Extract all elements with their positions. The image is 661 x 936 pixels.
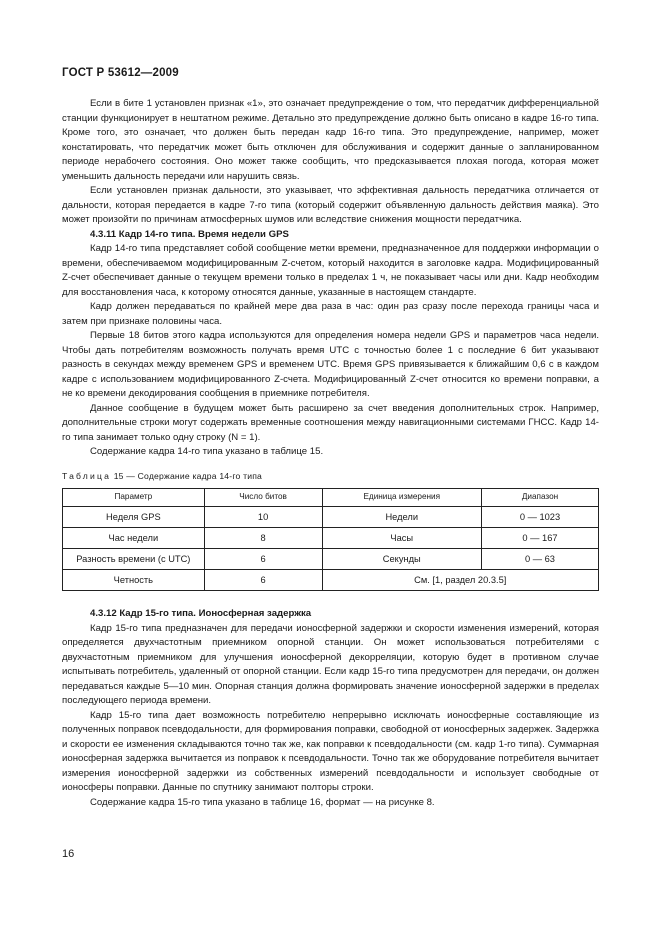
- table-header-row: [63, 489, 599, 507]
- table-cell: 10: [204, 507, 322, 528]
- column-header: Диапазон: [482, 489, 599, 507]
- table-cell: 0 — 1023: [482, 507, 599, 528]
- paragraph: Кадр 15-го типа дает возможность потребителю непрерывно исключать ионосферные составляющие из полученных поправок псевдодальности, для формирования поправки, свободной от ионосферных задержек. Задержка и скорости ее изменения складываются точно так же, как поправки к псевдодальности (см. кадр 1-го типа). Суммарная ионосферная задержка вычитается из поправок к псевдодальности. Точно так же оборудование потребителя вычитает измерения ионосферной задержки из собственных измерений псевдодальности и использует свободные от ионосферы поправки. Данные по спутнику занимают полторы строки.: [62, 709, 599, 793]
- table-row: [63, 528, 599, 549]
- paragraph: Содержание кадра 15-го типа указано в таблице 16, формат — на рисунке 8.: [90, 796, 435, 808]
- paragraph: Данное сообщение в будущем может быть расширено за счет введения дополнительных строк. Например, дополнительные строки могут содержать временные соотношения между навигационными системами ГНСС. Кадр 14-го типа занимает только одну строку (N = 1).: [62, 402, 599, 443]
- table-cell: 0 — 63: [482, 549, 599, 570]
- table-cell-merged: См. [1, раздел 20.3.5]: [322, 570, 599, 591]
- column-header: Единица измерения: [322, 489, 482, 507]
- table-cell: 6: [204, 570, 322, 591]
- table-cell: Неделя GPS: [63, 507, 205, 528]
- body-text: [62, 97, 599, 810]
- paragraph: Если в бите 1 установлен признак «1», это означает предупреждение о том, что передатчик дифференциальной станции функционирует в нештатном режиме. Детально это предупреждение должно быть описано в кадре 16-го типа. Кроме того, это означает, что должен быть передан кадр 16-го типа. Это предупреждение, например, может констатировать, что передатчик может быть отключен для обслуживания и содержит данные о запланированном периоде нерабочего состояния. Оно может также сообщить, что предсказывается плохая погода, которая может уменьшить дальность передачи или нарушить связь.: [62, 98, 599, 182]
- paragraph: Первые 18 битов этого кадра используются для определения номера недели GPS и параметров часа недели. Чтобы дать потребителям возможность получать время UTC с точностью более 1 с последние 6 бит указывают разность в секундах между временем GPS и временем UTC. Время GPS привязывается к ближайшим 0,6 с в каждом кадре с использованием модифицированного Z-счета. Модифицированный Z-счет относится ко времени поправки, а не ко времени декодирования сообщения в приемнике потребителя.: [62, 330, 599, 399]
- table-cell: Недели: [322, 507, 482, 528]
- table-cell: 8: [204, 528, 322, 549]
- table-cell: Разность времени (с UTC): [63, 549, 205, 570]
- column-header: Число битов: [204, 489, 322, 507]
- paragraph: Если установлен признак дальности, это указывает, что эффективная дальность передатчика отличается от дальности, которая передается в кадре 7-го типа (который содержит объявленную дальность действия маяка). Это может произойти по причинам атмосферных шумов или вследствие снижения мощности передатчика.: [62, 185, 599, 225]
- paragraph: Кадр 14-го типа представляет собой сообщение метки времени, предназначенное для поддержки информации о времени, обеспечиваемом модифицированным Z-счетом, который находится в заголовке кадра. Модифицированный Z-счет обеспечивает данные о текущем времени только в пределах 1 ч, не показывает часы или дни. Кадр необходим для восстановления часа, к которому относятся данные, указанные в настоящем стандарте.: [62, 243, 599, 298]
- paragraph: Кадр 15-го типа предназначен для передачи ионосферной задержки и скорости изменения измерений, которая определяется двухчастотным приемником опорной станции. Он может использоваться потребителями с двухчастотным приемником для улучшения ионосферной декорреляции, которую будет в противном случае испытывать потребитель, удаленный от опорной станции. Если кадр 15-го типа предусмотрен для передачи, он должен передаваться каждые 5—10 мин. Опорная станция должна формировать значение ионосферной задержки в пределах последующего периода времени.: [62, 622, 600, 706]
- table-row: [63, 570, 599, 591]
- table-caption: [62, 469, 599, 484]
- table-caption-prefix: Таблица: [62, 470, 112, 481]
- table-cell: Час недели: [63, 528, 205, 549]
- table-15: [62, 488, 599, 591]
- table-row: [63, 549, 599, 570]
- table-row: [63, 507, 599, 528]
- section-heading-4-3-12: 4.3.12 Кадр 15-го типа. Ионосферная задержка: [90, 608, 312, 619]
- paragraph: Содержание кадра 14-го типа указано в таблице 15.: [90, 446, 324, 457]
- table-cell: Четность: [63, 570, 205, 591]
- table-cell: 6: [204, 549, 322, 570]
- table-cell: Секунды: [322, 549, 482, 570]
- table-caption-text: 15 — Содержание кадра 14-го типа: [113, 470, 263, 481]
- paragraph: Кадр должен передаваться по крайней мере два раза в час: один раз сразу после перехода границы часа и затем при признаке половины часа.: [62, 301, 599, 327]
- column-header: Параметр: [63, 489, 205, 507]
- table-cell: Часы: [322, 528, 482, 549]
- section-heading-4-3-11: 4.3.11 Кадр 14-го типа. Время недели GPS: [90, 228, 289, 240]
- standard-header: ГОСТ Р 53612—2009: [62, 67, 179, 79]
- table-cell: 0 — 167: [482, 528, 599, 549]
- page-number: 16: [62, 848, 75, 860]
